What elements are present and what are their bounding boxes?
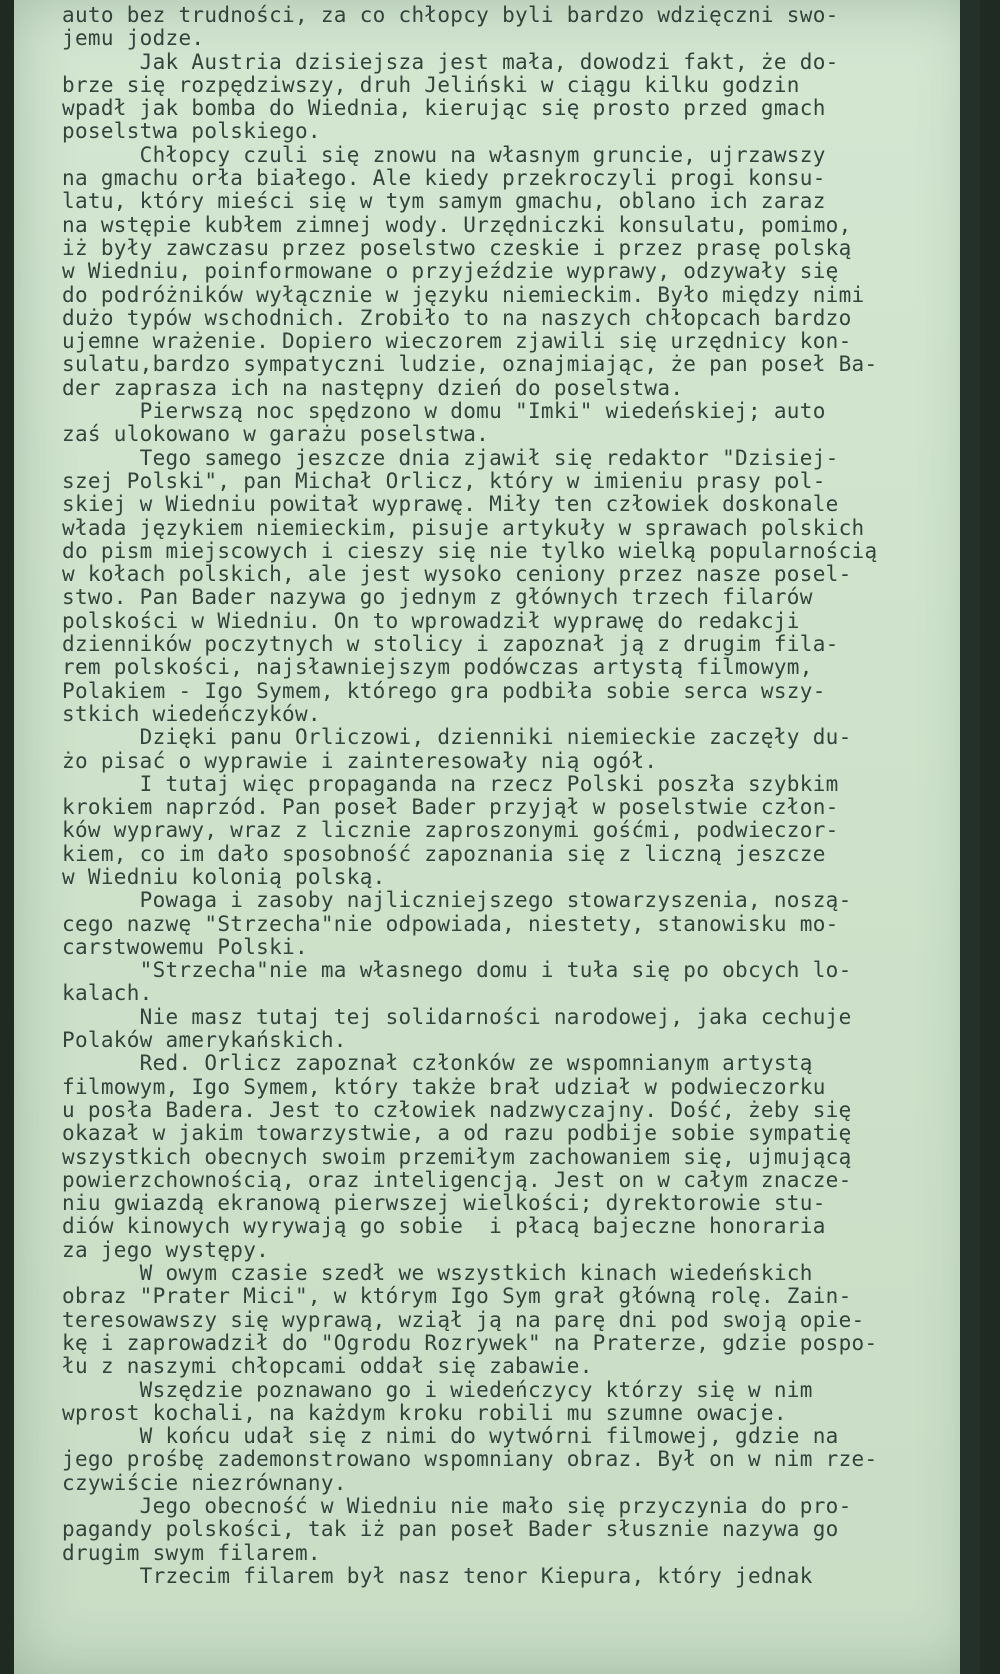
text-line: obraz "Prater Mici", w którym Igo Sym grał główną rolę. Zain- [62, 1284, 852, 1309]
page-edge-shadow [960, 0, 980, 1674]
text-line: der zaprasza ich na następny dzień do poselstwa. [62, 375, 684, 400]
text-line: na gmachu orła białego. Ale kiedy przekroczyli progi konsu- [62, 166, 826, 191]
typewritten-text [62, 4, 962, 1588]
text-line: Polakiem - Igo Symem, którego gra podbiła sobie serca wszy- [62, 678, 826, 703]
text-line: sulatu,bardzo sympatyczni ludzie, oznajmiając, że pan poseł Ba- [62, 352, 878, 377]
text-line: Red. Orlicz zapoznał członków ze wspomnianym artystą [62, 1051, 813, 1076]
text-line: polskości w Wiedniu. On to wprowadził wyprawę do redakcji [62, 608, 800, 633]
text-line: Jak Austria dzisiejsza jest mała, dowodzi fakt, że do- [62, 49, 839, 74]
text-line: stwo. Pan Bader nazywa go jednym z głównych trzech filarów [62, 585, 813, 610]
text-line: w Wiedniu, poinformowane o przyjeździe wyprawy, odzywały się [62, 259, 839, 284]
text-line: poselstwa polskiego. [62, 119, 321, 144]
text-line: Jego obecność w Wiedniu nie mało się przyczynia do pro- [62, 1494, 852, 1518]
text-line: W końcu udał się z nimi do wytwórni filmowej, gdzie na [62, 1424, 839, 1449]
text-line: I tutaj więc propaganda na rzecz Polski poszła szybkim [62, 771, 839, 796]
text-line: dużo typów wschodnich. Zrobiło to na naszych chłopcach bardzo [62, 305, 852, 330]
text-line: wprost kochali, na każdym kroku robili mu szumne owacje. [62, 1400, 787, 1425]
text-line: niu gwiazdą ekranową pierwszej wielkości; dyrektorowie stu- [62, 1191, 826, 1216]
text-line: w kołach polskich, ale jest wysoko ceniony przez nasze posel- [62, 562, 852, 587]
text-line: jego prośbę zademonstrowano wspomniany obraz. Był on w nim rze- [62, 1447, 878, 1472]
text-line: teresowawszy się wyprawą, wziął ją na parę dni pod swoją opie- [62, 1307, 865, 1332]
text-line: carstwowemu Polski. [62, 934, 308, 959]
typewritten-page [14, 0, 980, 1674]
text-line: auto bez trudności, za co chłopcy byli bardzo wdzięczni swo- [62, 3, 839, 27]
text-line: okazał w jakim towarzystwie, a od razu podbije sobie sympatię [62, 1121, 852, 1146]
text-line: za jego występy. [62, 1237, 270, 1262]
text-line: wszystkich obecnych swoim przemiłym zachowaniem się, ujmującą [62, 1144, 852, 1169]
text-line: w Wiedniu kolonią polską. [62, 864, 386, 889]
text-line: włada językiem niemieckim, pisuje artykuły w sprawach polskich [62, 515, 865, 540]
text-line: do podróżników wyłącznie w języku niemieckim. Było między nimi [62, 282, 865, 307]
text-line: filmowym, Igo Symem, który także brał udział w podwieczorku [62, 1074, 826, 1099]
text-line: kalach. [62, 981, 153, 1006]
text-line: łu z naszymi chłopcami oddał się zabawie. [62, 1354, 593, 1379]
text-line: "Strzecha"nie ma własnego domu i tuła się po obcych lo- [62, 958, 852, 983]
text-line: zaś ulokowano w garażu poselstwa. [62, 422, 490, 447]
text-line: na wstępie kubłem zimnej wody. Urzędniczki konsulatu, pomimo, [62, 212, 852, 237]
text-line: Pierwszą noc spędzono w domu "Imki" wiedeńskiej; auto [62, 399, 826, 424]
text-line: żo pisać o wyprawie i zainteresowały nią ogół. [62, 748, 658, 773]
text-line: diów kinowych wyrywają go sobie i płacą bajeczne honoraria [62, 1214, 826, 1239]
text-line: jemu jodze. [62, 26, 205, 51]
text-line: u posła Badera. Jest to człowiek nadzwyczajny. Dość, żeby się [62, 1097, 852, 1122]
text-line: stkich wiedeńczyków. [62, 701, 321, 726]
text-line: kę i zaprowadził do "Ogrodu Rozrywek" na Praterze, gdzie pospo- [62, 1330, 878, 1355]
text-line: Wszędzie poznawano go i wiedeńczycy którzy się w nim [62, 1377, 813, 1402]
text-line: Nie masz tutaj tej solidarności narodowej, jaka cechuje [62, 1004, 852, 1029]
text-line: Chłopcy czuli się znowu na własnym gruncie, ujrzawszy [62, 142, 826, 167]
text-line: wpadł jak bomba do Wiednia, kierując się prosto przed gmach [62, 96, 826, 121]
text-line: ków wyprawy, wraz z licznie zaproszonymi gośćmi, podwieczor- [62, 818, 839, 843]
text-line: czywiście niezrównany. [62, 1470, 347, 1495]
text-line: rem polskości, najsławniejszym podówczas artystą filmowym, [62, 655, 813, 680]
text-line: drugim swym filarem. [62, 1540, 321, 1565]
text-line: ujemne wrażenie. Dopiero wieczorem zjawili się urzędnicy kon- [62, 329, 852, 354]
text-line: szej Polski", pan Michał Orlicz, który w imieniu prasy pol- [62, 468, 826, 493]
text-line: krokiem naprzód. Pan poseł Bader przyjął w poselstwie człon- [62, 795, 839, 820]
text-line: Polaków amerykańskich. [62, 1028, 347, 1053]
text-line: W owym czasie szedł we wszystkich kinach wiedeńskich [62, 1261, 813, 1286]
text-line: Powaga i zasoby najliczniejszego stowarzyszenia, noszą- [62, 888, 852, 913]
text-line: brze się rozpędziwszy, druh Jeliński w ciągu kilku godzin [62, 72, 800, 97]
text-line: skiej w Wiedniu powitał wyprawę. Miły ten człowiek doskonale [62, 492, 839, 517]
text-line: iż były zawczasu przez poselstwo czeskie i przez prasę polską [62, 235, 852, 260]
text-line: do pism miejscowych i cieszy się nie tylko wielką popularnością [62, 538, 878, 563]
text-line: dzienników poczytnych w stolicy i zapoznał ją z drugim fila- [62, 632, 839, 657]
text-line: cego nazwę "Strzecha"nie odpowiada, niestety, stanowisku mo- [62, 911, 839, 936]
text-line: kiem, co im dało sposobność zapoznania się z liczną jeszcze [62, 841, 826, 866]
text-line: pagandy polskości, tak iż pan poseł Bader słusznie nazywa go [62, 1517, 839, 1542]
text-line: latu, który mieści się w tym samym gmachu, oblano ich zaraz [62, 189, 826, 214]
text-line: Tego samego jeszcze dnia zjawił się redaktor "Dzisiej- [62, 445, 839, 470]
text-line: powierzchownością, oraz inteligencją. Jest on w całym znacze- [62, 1167, 852, 1192]
text-line: Dzięki panu Orliczowi, dzienniki niemieckie zaczęły du- [62, 725, 852, 750]
text-line: Trzecim filarem był nasz tenor Kiepura, który jednak [62, 1563, 813, 1588]
